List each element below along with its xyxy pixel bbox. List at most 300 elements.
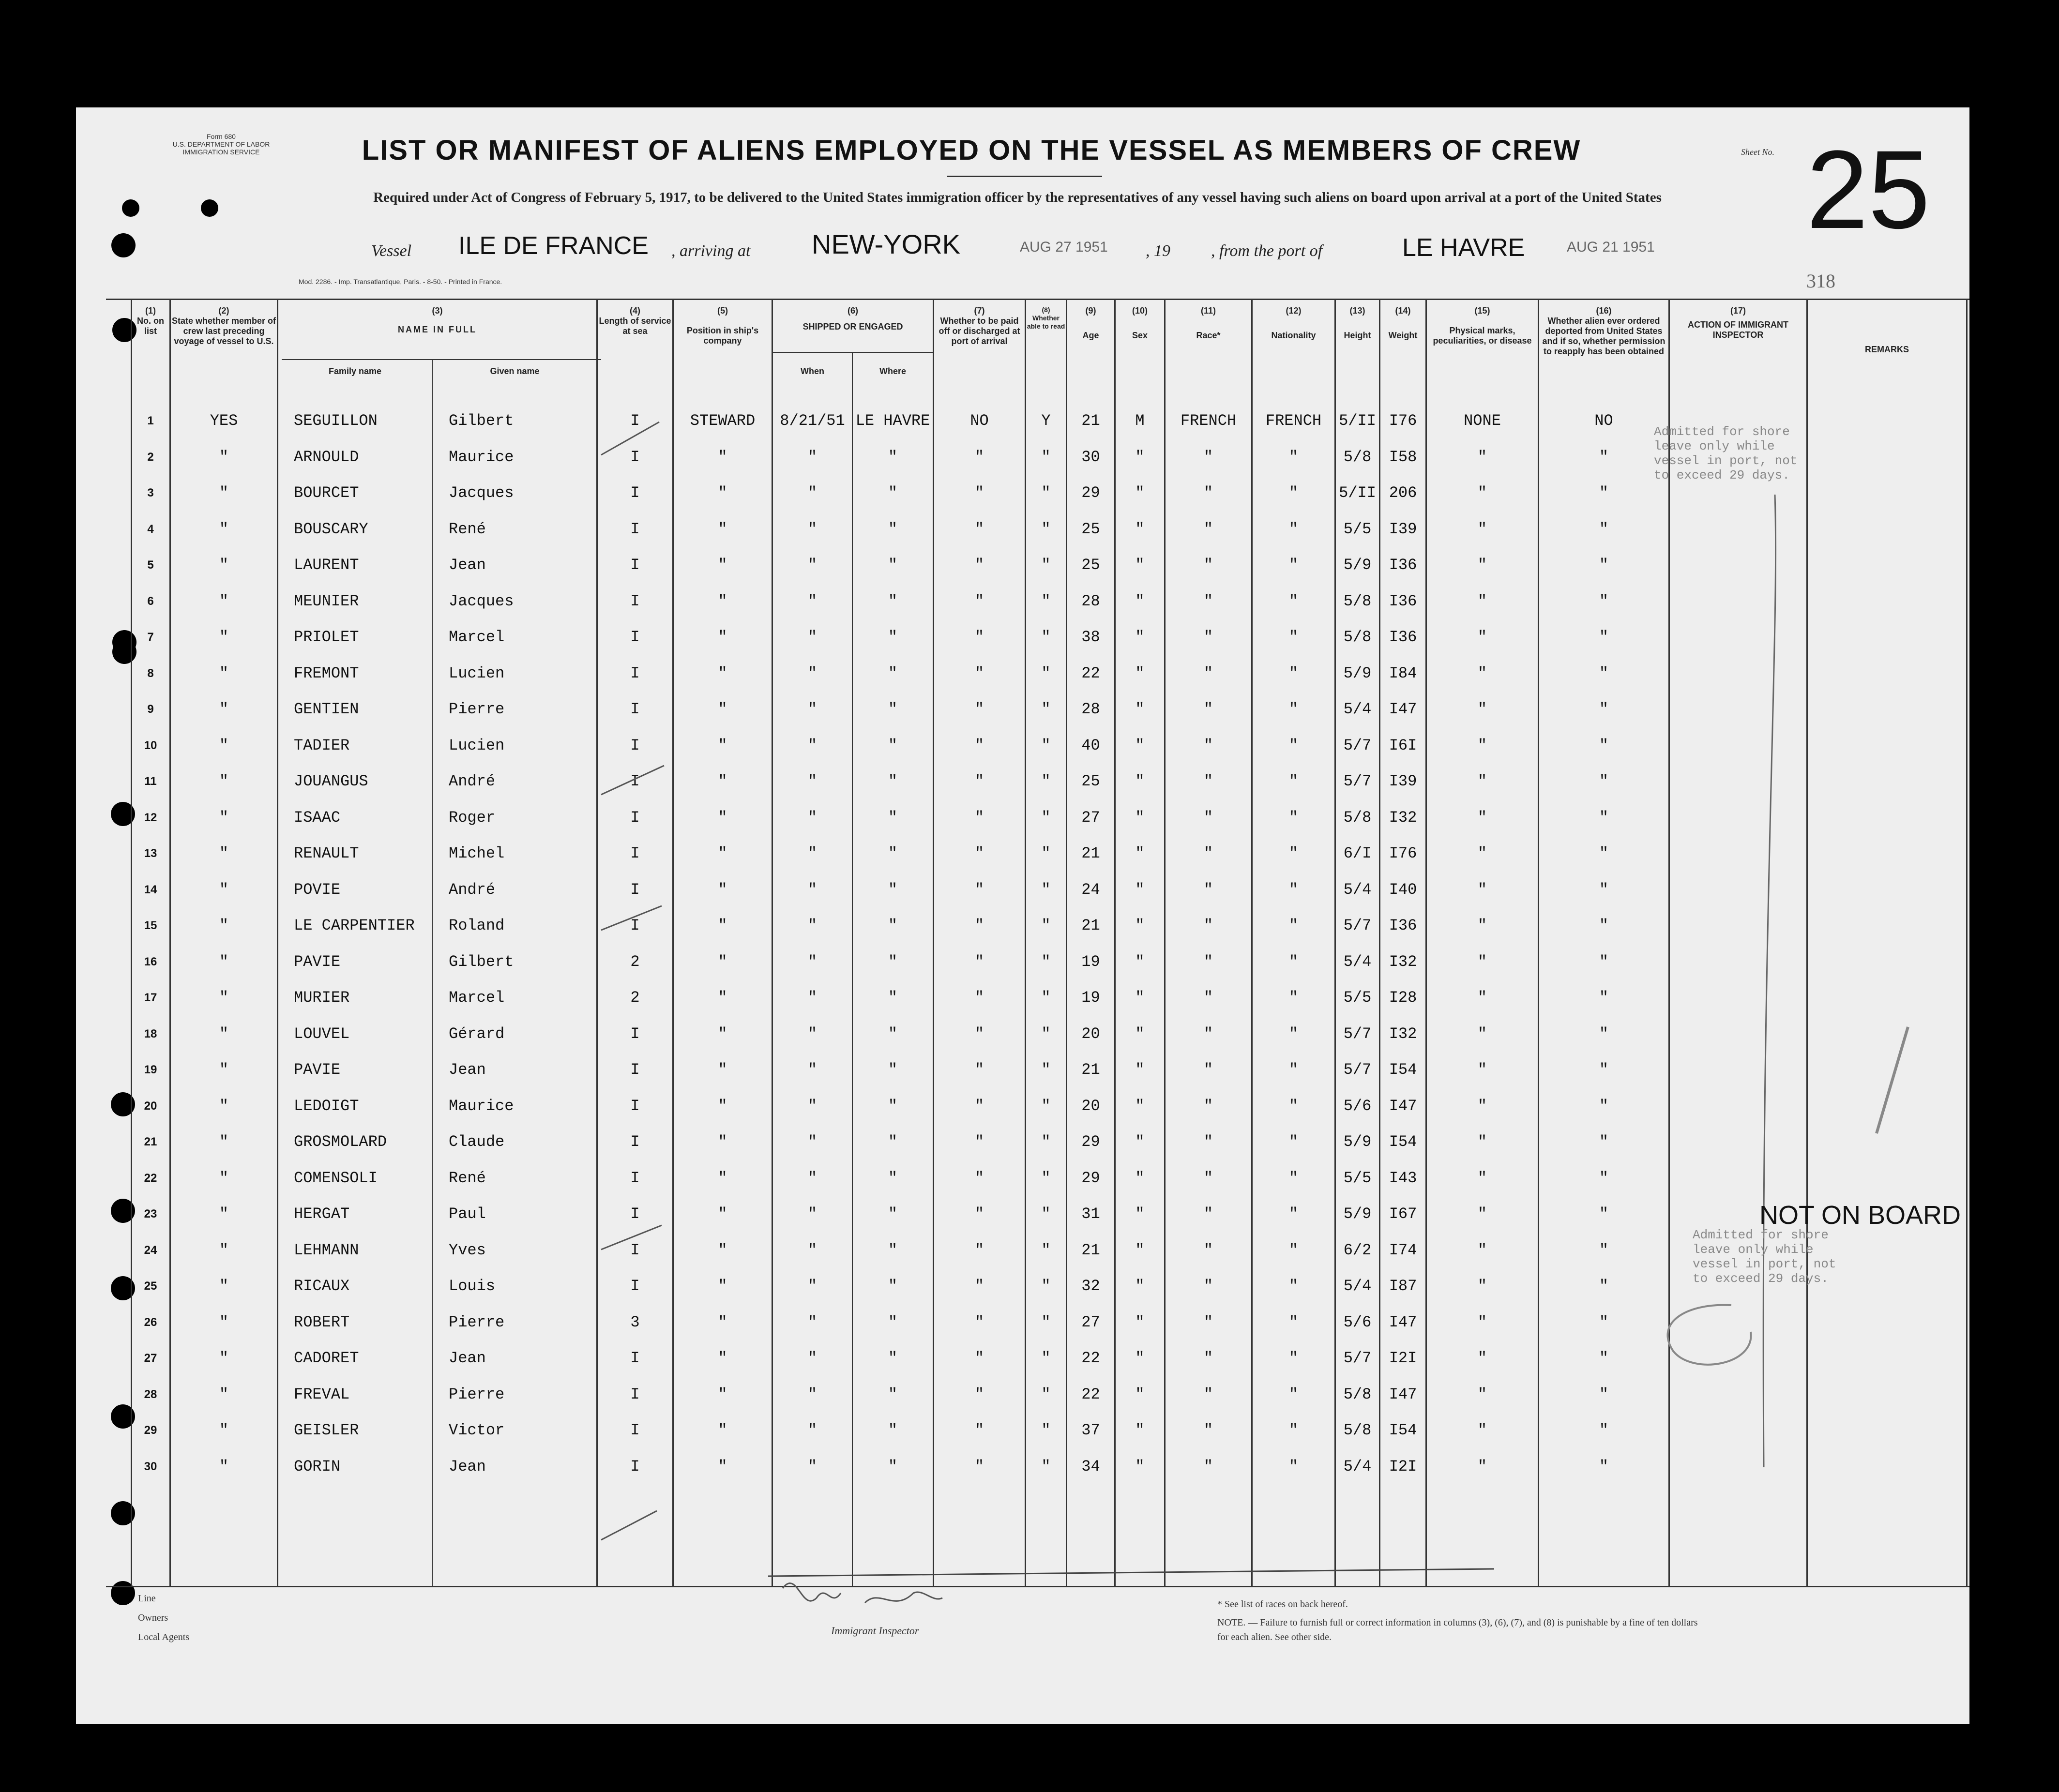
cell-row-number: 3	[147, 486, 154, 499]
cell-nationality: "	[1288, 736, 1299, 754]
col-label: SHIPPED OR ENGAGED	[802, 322, 903, 331]
sheet-subnumber: 318	[1806, 270, 1835, 292]
cell-height: 5/7	[1343, 917, 1372, 934]
cell-position: "	[718, 736, 727, 754]
cell-nationality: "	[1288, 700, 1299, 718]
cell-race: "	[1203, 664, 1213, 682]
cell-position: "	[718, 1421, 727, 1439]
cell-position: "	[718, 1277, 727, 1295]
cell-height: 5/8	[1343, 1385, 1372, 1403]
cell-row-number: 13	[144, 847, 157, 860]
cell-physical-marks: "	[1477, 484, 1487, 502]
cell-service-length: I	[630, 1024, 640, 1043]
cell-deported: NO	[1594, 412, 1613, 430]
from-port-label: , from the port of	[1211, 242, 1323, 260]
cell-physical-marks: "	[1477, 1277, 1487, 1295]
cell-sex: "	[1135, 592, 1145, 610]
col-number: (13)	[1349, 306, 1365, 316]
cell-sex: "	[1135, 989, 1145, 1007]
cell-family-name: ROBERT	[294, 1313, 350, 1331]
cell-shipped-when: "	[807, 1133, 818, 1151]
cell-service-length: I	[630, 1133, 640, 1151]
cell-weight: I39	[1389, 772, 1417, 790]
cell-row-number: 30	[144, 1460, 157, 1473]
cell-shipped-where: "	[888, 1421, 898, 1439]
cell-row-number: 28	[144, 1387, 157, 1401]
cell-physical-marks: "	[1477, 520, 1487, 538]
col-number: (5)	[717, 306, 728, 316]
cell-family-name: BOUSCARY	[294, 520, 368, 538]
cell-shipped-when: "	[807, 1061, 818, 1079]
cell-row-number: 24	[144, 1243, 157, 1257]
cell-able-to-read: "	[1041, 772, 1051, 790]
cell-family-name: LE CARPENTIER	[294, 917, 415, 934]
cell-family-name: MURIER	[294, 989, 350, 1007]
cell-age: 29	[1081, 1169, 1100, 1187]
cell-race: "	[1203, 917, 1213, 934]
cell-family-name: FREVAL	[294, 1385, 350, 1403]
cell-nationality: "	[1288, 1205, 1299, 1223]
cell-previous-voyage: "	[219, 736, 229, 754]
cell-service-length: I	[630, 1205, 640, 1223]
footer-agents-label: Local Agents	[138, 1632, 190, 1642]
cell-shipped-where: "	[888, 628, 898, 646]
cell-position: "	[718, 772, 727, 790]
cell-age: 20	[1081, 1097, 1100, 1115]
cell-row-number: 26	[144, 1315, 157, 1329]
cell-age: 37	[1081, 1421, 1100, 1439]
cell-physical-marks: "	[1477, 917, 1487, 934]
cell-able-to-read: "	[1041, 520, 1051, 538]
cell-row-number: 29	[144, 1424, 157, 1437]
cell-family-name: HERGAT	[294, 1205, 350, 1223]
cell-age: 32	[1081, 1277, 1100, 1295]
cell-nationality: "	[1288, 1241, 1299, 1259]
cell-position: "	[718, 1169, 727, 1187]
cell-row-number: 15	[144, 919, 157, 932]
cell-paid-off: "	[974, 520, 984, 538]
cell-able-to-read: "	[1041, 1313, 1051, 1331]
cell-paid-off: "	[974, 1133, 984, 1151]
cell-service-length: I	[630, 448, 640, 466]
cell-given-name: André	[449, 772, 496, 790]
cell-race: "	[1203, 700, 1213, 718]
cell-sex: "	[1135, 556, 1145, 574]
cell-family-name: BOURCET	[294, 484, 359, 502]
cell-sex: "	[1135, 700, 1145, 718]
cell-race: "	[1203, 1133, 1213, 1151]
cell-weight: I47	[1389, 1385, 1417, 1403]
cell-able-to-read: "	[1041, 1385, 1051, 1403]
cell-race: "	[1203, 1277, 1213, 1295]
arrival-date-stamp: AUG 27 1951	[1020, 239, 1108, 255]
cell-shipped-where: "	[888, 1205, 898, 1223]
cell-position: STEWARD	[690, 412, 756, 430]
cell-height: 5/7	[1343, 1061, 1372, 1079]
cell-weight: I43	[1389, 1169, 1417, 1187]
cell-deported: "	[1599, 1349, 1609, 1367]
cell-service-length: I	[630, 917, 640, 934]
col-label: Whether able to read	[1027, 314, 1065, 330]
cell-service-length: I	[630, 1277, 640, 1295]
cell-age: 21	[1081, 917, 1100, 934]
cell-race: "	[1203, 520, 1213, 538]
cell-height: 5/5	[1343, 989, 1372, 1007]
cell-paid-off: "	[974, 1241, 984, 1259]
cell-age: 29	[1081, 1133, 1100, 1151]
cell-deported: "	[1599, 736, 1609, 754]
cell-physical-marks: "	[1477, 844, 1487, 862]
from-port: LE HAVRE	[1402, 234, 1525, 262]
cell-height: 6/I	[1343, 844, 1372, 862]
cell-nationality: "	[1288, 1061, 1299, 1079]
col-number: (16)	[1596, 306, 1612, 316]
cell-sex: "	[1135, 1385, 1145, 1403]
cell-weight: I47	[1389, 700, 1417, 718]
cell-row-number: 11	[144, 775, 157, 788]
cell-paid-off: "	[974, 700, 984, 718]
cell-nationality: "	[1288, 1024, 1299, 1043]
cell-race: "	[1203, 844, 1213, 862]
cell-sex: "	[1135, 628, 1145, 646]
cell-paid-off: "	[974, 556, 984, 574]
cell-position: "	[718, 1313, 727, 1331]
cell-row-number: 22	[144, 1171, 157, 1185]
cell-height: 5/6	[1343, 1313, 1372, 1331]
cell-deported: "	[1599, 1024, 1609, 1043]
pen-marks	[76, 107, 1969, 1724]
cell-able-to-read: "	[1041, 1277, 1051, 1295]
cell-age: 27	[1081, 808, 1100, 827]
cell-given-name: Marcel	[449, 989, 505, 1007]
cell-physical-marks: "	[1477, 880, 1487, 899]
cell-previous-voyage: "	[219, 1349, 229, 1367]
cell-paid-off: "	[974, 952, 984, 971]
cell-shipped-when: "	[807, 1097, 818, 1115]
cell-position: "	[718, 628, 727, 646]
col-number: (8)	[1042, 306, 1050, 314]
cell-paid-off: "	[974, 1277, 984, 1295]
col-label: Length of service at sea	[599, 316, 671, 336]
cell-previous-voyage: "	[219, 808, 229, 827]
cell-shipped-where: "	[888, 1241, 898, 1259]
cell-sex: "	[1135, 844, 1145, 862]
cell-row-number: 12	[144, 811, 157, 824]
cell-able-to-read: "	[1041, 1097, 1051, 1115]
cell-deported: "	[1599, 1241, 1609, 1259]
col-label: Nationality	[1271, 331, 1316, 340]
cell-deported: "	[1599, 1133, 1609, 1151]
cell-shipped-where: "	[888, 989, 898, 1007]
cell-service-length: I	[630, 1061, 640, 1079]
cell-paid-off: "	[974, 1024, 984, 1043]
cell-nationality: "	[1288, 808, 1299, 827]
cell-sex: "	[1135, 664, 1145, 682]
cell-service-length: I	[630, 1457, 640, 1476]
col-header-family-name: Family name	[328, 366, 382, 376]
cell-shipped-where: "	[888, 1169, 898, 1187]
cell-given-name: Maurice	[449, 448, 514, 466]
cell-weight: I36	[1389, 556, 1417, 574]
cell-age: 25	[1081, 772, 1100, 790]
cell-given-name: Marcel	[449, 628, 505, 646]
cell-nationality: "	[1288, 952, 1299, 971]
cell-weight: I32	[1389, 808, 1417, 827]
cell-family-name: GEISLER	[294, 1421, 359, 1439]
printer-line: Mod. 2286. - Imp. Transatlantique, Paris. - 8-50. - Printed in France.	[299, 278, 502, 286]
not-on-board-stamp: NOT ON BOARD	[1759, 1201, 1961, 1230]
cell-age: 22	[1081, 1349, 1100, 1367]
cell-position: "	[718, 448, 727, 466]
cell-nationality: "	[1288, 1457, 1299, 1476]
col-label: Height	[1344, 331, 1371, 340]
cell-previous-voyage: "	[219, 484, 229, 502]
sheet-number: 25	[1806, 127, 1930, 252]
cell-shipped-where: "	[888, 1457, 898, 1476]
cell-paid-off: "	[974, 917, 984, 934]
cell-height: 5/9	[1343, 664, 1372, 682]
cell-weight: I58	[1389, 448, 1417, 466]
cell-row-number: 25	[144, 1280, 157, 1293]
cell-nationality: "	[1288, 628, 1299, 646]
cell-previous-voyage: "	[219, 700, 229, 718]
cell-row-number: 14	[144, 883, 157, 896]
cell-height: 5/4	[1343, 700, 1372, 718]
cell-shipped-where: "	[888, 808, 898, 827]
cell-physical-marks: "	[1477, 952, 1487, 971]
cell-nationality: "	[1288, 1313, 1299, 1331]
cell-service-length: I	[630, 772, 640, 790]
cell-weight: I54	[1389, 1133, 1417, 1151]
cell-paid-off: "	[974, 736, 984, 754]
cell-able-to-read: "	[1041, 736, 1051, 754]
cell-position: "	[718, 844, 727, 862]
cell-height: 5/8	[1343, 808, 1372, 827]
cell-nationality: "	[1288, 1385, 1299, 1403]
cell-previous-voyage: "	[219, 1061, 229, 1079]
col-label: Weight	[1388, 331, 1418, 340]
cell-deported: "	[1599, 1421, 1609, 1439]
cell-age: 21	[1081, 1241, 1100, 1259]
cell-deported: "	[1599, 1277, 1609, 1295]
cell-sex: "	[1135, 736, 1145, 754]
vessel-label: Vessel	[371, 242, 412, 260]
cell-height: 5/7	[1343, 736, 1372, 754]
cell-position: "	[718, 1097, 727, 1115]
cell-service-length: I	[630, 1385, 640, 1403]
cell-given-name: Louis	[449, 1277, 496, 1295]
cell-shipped-where: "	[888, 844, 898, 862]
cell-able-to-read: "	[1041, 917, 1051, 934]
cell-shipped-where: "	[888, 592, 898, 610]
cell-row-number: 2	[147, 450, 154, 464]
cell-shipped-where: "	[888, 448, 898, 466]
col-label: NAME IN FULL	[398, 325, 477, 334]
col-label: Sex	[1132, 331, 1148, 340]
cell-deported: "	[1599, 664, 1609, 682]
col-number: (7)	[974, 306, 985, 316]
cell-nationality: "	[1288, 1421, 1299, 1439]
cell-row-number: 19	[144, 1063, 157, 1076]
service-checkmarks	[601, 422, 664, 1540]
cell-weight: I74	[1389, 1241, 1417, 1259]
cell-shipped-when: "	[807, 952, 818, 971]
cell-height: 5/4	[1343, 1277, 1372, 1295]
cell-service-length: I	[630, 556, 640, 574]
cell-race: "	[1203, 880, 1213, 899]
cell-sex: "	[1135, 1097, 1145, 1115]
cell-given-name: Jacques	[449, 592, 514, 610]
cell-sex: "	[1135, 1133, 1145, 1151]
cell-row-number: 6	[147, 594, 154, 608]
cell-position: "	[718, 664, 727, 682]
inspector-label: Immigrant Inspector	[831, 1625, 919, 1637]
cell-height: 5/4	[1343, 952, 1372, 971]
cell-height: 5/9	[1343, 556, 1372, 574]
cell-row-number: 10	[144, 738, 157, 752]
col-number: (3)	[432, 306, 443, 316]
circular-stamp	[1667, 1305, 1751, 1365]
cell-family-name: PAVIE	[294, 1061, 341, 1079]
cell-physical-marks: "	[1477, 592, 1487, 610]
checkmark	[601, 906, 662, 930]
cell-shipped-when: "	[807, 1313, 818, 1331]
cell-race: "	[1203, 736, 1213, 754]
cell-height: 5/II	[1339, 484, 1376, 502]
cell-row-number: 23	[144, 1207, 157, 1220]
col-number: (12)	[1286, 306, 1302, 316]
form-title: LIST OR MANIFEST OF ALIENS EMPLOYED ON THE VESSEL AS MEMBERS OF CREW	[362, 135, 1581, 166]
cell-age: 21	[1081, 412, 1100, 430]
cell-weight: I32	[1389, 952, 1417, 971]
cell-family-name: SEGUILLON	[294, 412, 378, 430]
cell-service-length: I	[630, 1349, 640, 1367]
cell-weight: I32	[1389, 1024, 1417, 1043]
cell-shipped-when: "	[807, 1457, 818, 1476]
cell-previous-voyage: "	[219, 1133, 229, 1151]
cell-weight: I39	[1389, 520, 1417, 538]
cell-shipped-when: "	[807, 1421, 818, 1439]
col-label: Race*	[1196, 331, 1221, 340]
cell-shipped-when: "	[807, 556, 818, 574]
cell-position: "	[718, 484, 727, 502]
cell-shipped-where: "	[888, 664, 898, 682]
cell-sex: "	[1135, 1241, 1145, 1259]
cell-service-length: I	[630, 1097, 640, 1115]
cell-physical-marks: "	[1477, 1385, 1487, 1403]
cell-previous-voyage: "	[219, 1024, 229, 1043]
cell-service-length: I	[630, 664, 640, 682]
cell-age: 22	[1081, 1385, 1100, 1403]
cell-service-length: I	[630, 700, 640, 718]
cell-nationality: "	[1288, 1349, 1299, 1367]
cell-paid-off: "	[974, 1061, 984, 1079]
cell-weight: I54	[1389, 1421, 1417, 1439]
cell-able-to-read: "	[1041, 1421, 1051, 1439]
cell-deported: "	[1599, 700, 1609, 718]
cell-shipped-where: "	[888, 1277, 898, 1295]
cell-previous-voyage: "	[219, 1385, 229, 1403]
cell-position: "	[718, 1061, 727, 1079]
cell-age: 24	[1081, 880, 1100, 899]
cell-previous-voyage: "	[219, 989, 229, 1007]
cell-height: 5/7	[1343, 1349, 1372, 1367]
cell-height: 5/9	[1343, 1205, 1372, 1223]
cell-previous-voyage: "	[219, 844, 229, 862]
col-number: (10)	[1132, 306, 1148, 316]
cell-deported: "	[1599, 1205, 1609, 1223]
cell-paid-off: NO	[970, 412, 989, 430]
cell-shipped-where: "	[888, 736, 898, 754]
cell-age: 28	[1081, 700, 1100, 718]
cell-race: "	[1203, 1061, 1213, 1079]
cell-weight: I76	[1389, 412, 1417, 430]
checkmark	[601, 766, 664, 795]
form-number: Form 680	[207, 133, 236, 140]
cell-shipped-when: "	[807, 1241, 818, 1259]
col-label: Age	[1082, 331, 1099, 340]
cell-row-number: 21	[144, 1135, 157, 1148]
cell-able-to-read: "	[1041, 1169, 1051, 1187]
cell-paid-off: "	[974, 1205, 984, 1223]
cell-row-number: 1	[147, 414, 154, 427]
cell-deported: "	[1599, 1169, 1609, 1187]
cell-family-name: LAURENT	[294, 556, 359, 574]
col-header-shipped-where: Where	[879, 366, 906, 376]
cell-age: 38	[1081, 628, 1100, 646]
cell-sex: "	[1135, 448, 1145, 466]
col-number: (4)	[630, 306, 640, 316]
cell-weight: I6I	[1389, 736, 1417, 754]
cell-previous-voyage: YES	[210, 412, 238, 430]
checkmark	[601, 1511, 657, 1540]
cell-race: "	[1203, 1385, 1213, 1403]
cell-height: 5/7	[1343, 772, 1372, 790]
cell-deported: "	[1599, 880, 1609, 899]
cell-previous-voyage: "	[219, 664, 229, 682]
cell-shipped-when: "	[807, 1205, 818, 1223]
cell-shipped-when: "	[807, 664, 818, 682]
cell-previous-voyage: "	[219, 1097, 229, 1115]
cell-weight: I47	[1389, 1097, 1417, 1115]
cell-height: 5/8	[1343, 592, 1372, 610]
cell-position: "	[718, 808, 727, 827]
cell-age: 19	[1081, 989, 1100, 1007]
cell-paid-off: "	[974, 1457, 984, 1476]
cell-race: "	[1203, 1457, 1213, 1476]
cell-nationality: "	[1288, 520, 1299, 538]
cell-race: "	[1203, 1313, 1213, 1331]
checkmark	[601, 422, 659, 455]
cell-nationality: "	[1288, 844, 1299, 862]
note-text: — Failure to furnish full or correct information in columns (3), (6), (7), and (8) is punishable by a fine of ten dollars for each alien. See other side.	[1217, 1617, 1698, 1642]
cell-previous-voyage: "	[219, 1277, 229, 1295]
cell-row-number: 20	[144, 1099, 157, 1113]
cell-previous-voyage: "	[219, 1457, 229, 1476]
cell-position: "	[718, 989, 727, 1007]
cell-family-name: TADIER	[294, 736, 350, 754]
cell-height: 5/II	[1339, 412, 1376, 430]
cell-able-to-read: "	[1041, 844, 1051, 862]
cell-shipped-when: "	[807, 844, 818, 862]
cell-shipped-where: "	[888, 952, 898, 971]
cell-physical-marks: "	[1477, 1169, 1487, 1187]
cell-able-to-read: "	[1041, 448, 1051, 466]
inspector-signature	[768, 1569, 971, 1622]
col-label: Position in ship's company	[686, 326, 759, 346]
cell-race: "	[1203, 628, 1213, 646]
cell-shipped-where: "	[888, 1097, 898, 1115]
